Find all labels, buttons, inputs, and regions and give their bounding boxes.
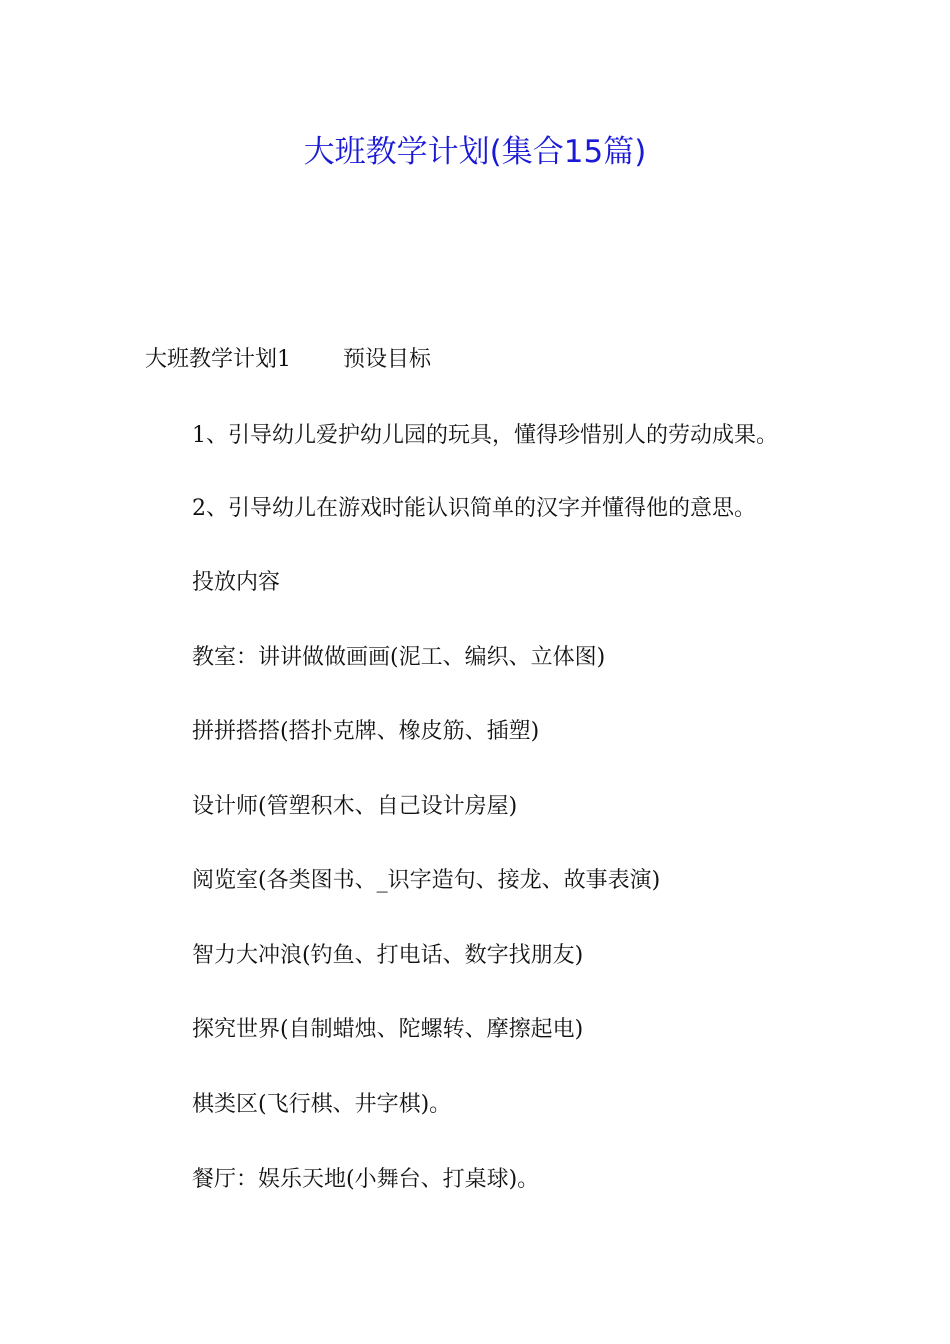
body-line-content-heading: 投放内容 — [192, 570, 281, 595]
document-title: 大班教学计划(集合15篇) — [303, 134, 647, 170]
body-line-designer: 设计师(管塑积木、自己设计房屋) — [192, 794, 518, 819]
body-line-building: 拼拼搭搭(搭扑克牌、橡皮筋、插塑) — [192, 719, 540, 744]
body-line-puzzle: 智力大冲浪(钓鱼、打电话、数字找朋友) — [192, 943, 584, 968]
body-line-goal-2: 2、引导幼儿在游戏时能认识简单的汉字并懂得他的意思。 — [192, 496, 756, 521]
body-line-dining: 餐厅：娱乐天地(小舞台、打桌球)。 — [192, 1167, 540, 1192]
section-heading: 大班教学计划1 — [145, 347, 291, 372]
section-subheading: 预设目标 — [343, 347, 432, 372]
section-heading-line — [145, 344, 431, 376]
body-line-chess: 棋类区(飞行棋、井字棋)。 — [192, 1092, 452, 1117]
body-line-reading-room: 阅览室(各类图书、_识字造句、接龙、故事表演) — [192, 868, 661, 893]
body-line-goal-1: 1、引导幼儿爱护幼儿园的玩具，懂得珍惜别人的劳动成果。 — [192, 423, 778, 448]
body-line-classroom: 教室：讲讲做做画画(泥工、编织、立体图) — [192, 645, 606, 670]
body-line-explore: 探究世界(自制蜡烛、陀螺转、摩擦起电) — [192, 1017, 584, 1042]
